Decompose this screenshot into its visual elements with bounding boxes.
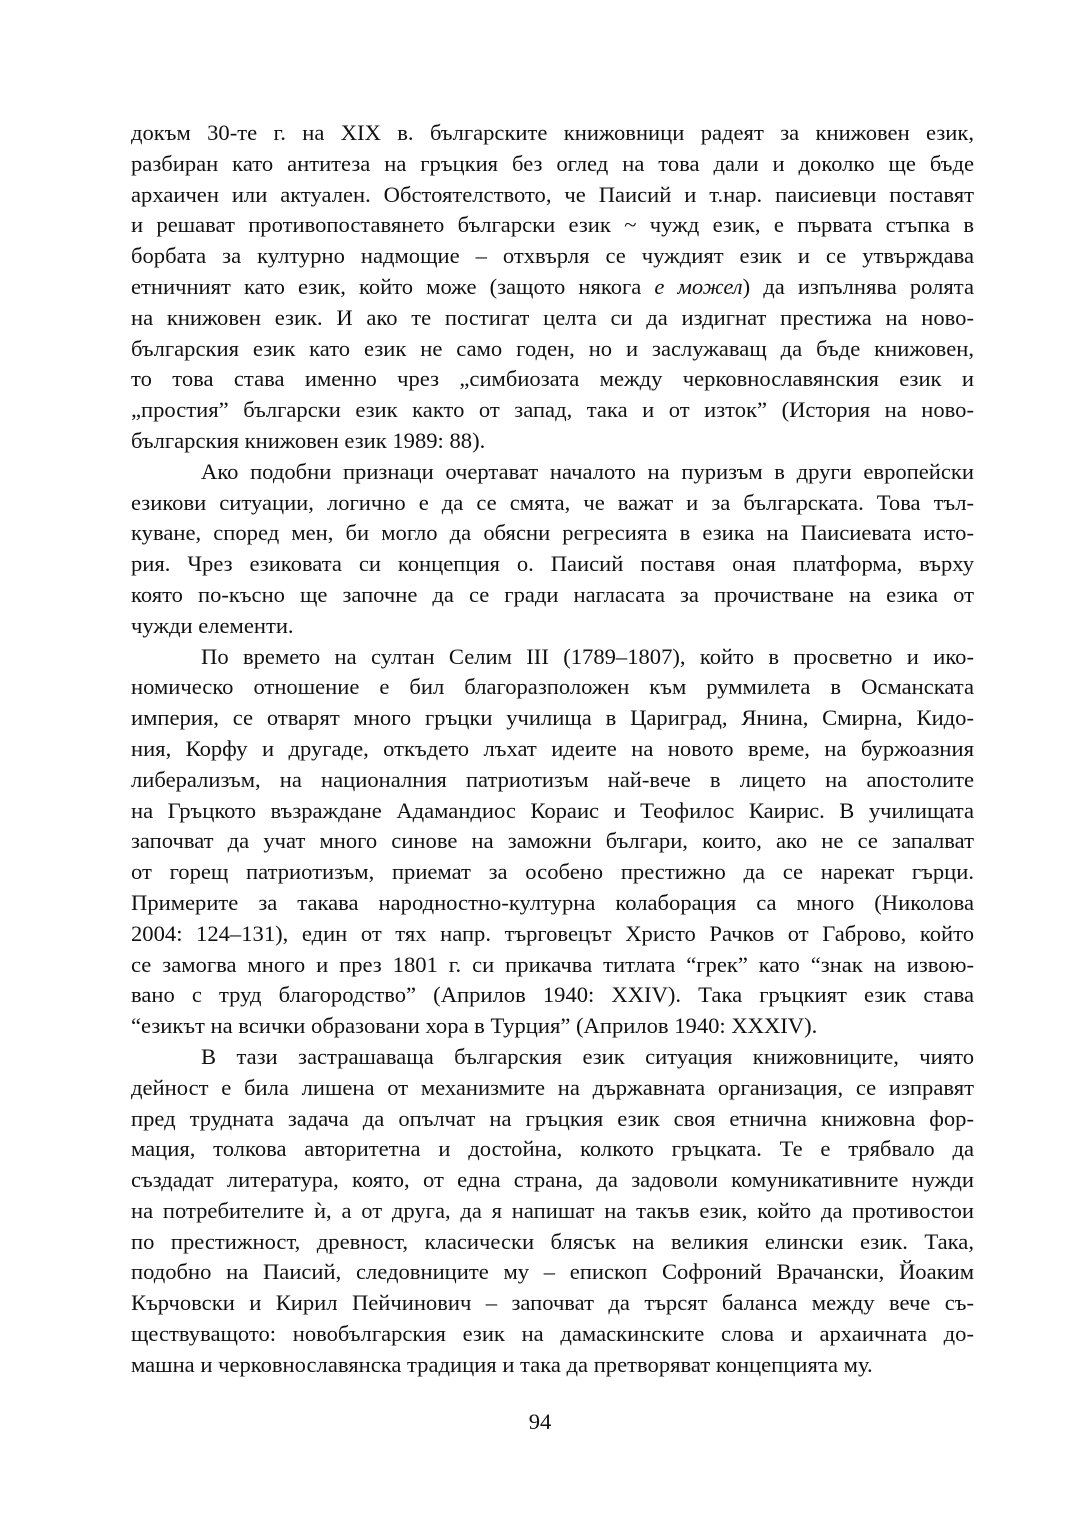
text-segment: ) да изпълнява ролята: [742, 273, 974, 299]
paragraph: [131, 642, 974, 1042]
italic-phrase: е можел: [654, 273, 743, 299]
text-line: ния, Корфу и другаде, откъдето лъхат идеите на новото време, на буржоазния: [131, 735, 974, 761]
text-line: по престижност, древност, класически блясък на великия елински език. Така,: [131, 1228, 974, 1254]
text-line: която по-късно ще започне да се гради нагласата за прочистване на езика от: [131, 581, 974, 607]
text-line: ществуващото: новобългарския език на дамаскинските слова и архаичната до-: [131, 1321, 974, 1347]
text-line: българския книжовен език 1989: 88).: [131, 427, 486, 453]
text-line: езикови ситуации, логично е да се смята, че важат и за българската. Това тъл-: [131, 489, 974, 515]
text-line: чужди елементи.: [131, 612, 294, 638]
text-line: Примерите за такава народностно-културна колаборация са много (Николова: [131, 889, 974, 915]
text-line: либерализъм, на националния патриотизъм най-вече в лицето на апостолите: [131, 766, 974, 792]
text-line: номическо отношение е бил благоразположен към руммилета в Османската: [131, 674, 974, 700]
text-line: архаичен или актуален. Обстоятелството, че Паисий и т.нар. паисиевци поставят: [131, 181, 974, 207]
text-line: мация, толкова авторитетна и достойна, колкото гръцката. Те е трябвало да: [131, 1136, 974, 1162]
text-line: 2004: 124–131), един от тях напр. търговецът Христо Рачков от Габрово, който: [131, 920, 974, 946]
text-line: рия. Чрез езиковата си концепция о. Паисий поставя оная платформа, върху: [131, 551, 974, 577]
text-line: българския език като език не само годен, но и заслужаващ да бъде книжовен,: [131, 335, 974, 361]
text-line: дейност е била лишена от механизмите на държавната организация, се изправят: [131, 1074, 974, 1100]
text-line: на Гръцкото възраждане Адамандиос Кораис и Теофилос Каирис. В училищата: [131, 797, 974, 823]
text-line: започват да учат много синове на заможни българи, които, ако не се запалват: [131, 828, 974, 854]
text-line: [131, 272, 974, 303]
text-line: пред трудната задача да опълчат на гръцкия език своя етнична книжовна фор-: [131, 1105, 974, 1131]
paragraph: [131, 118, 974, 457]
text-line: В тази застрашаваща българския език ситуация книжовниците, чиято: [201, 1043, 974, 1069]
text-line: куване, според мен, би могло да обясни регресията в езика на Паисиевата исто-: [131, 520, 974, 546]
text-line: разбиран като антитеза на гръцкия без оглед на това дали и доколко ще бъде: [131, 150, 974, 176]
text-line: и решават противопоставянето български език ~ чужд език, е първата стъпка в: [131, 212, 974, 238]
page-number: 94: [528, 1409, 552, 1434]
paragraph: [131, 1042, 974, 1381]
text-line: империя, се отварят много гръцки училища в Цариград, Янина, Смирна, Кидо-: [131, 705, 974, 731]
text-line: се замогва много и през 1801 г. си прикачва титлата “грек” като “знак на извою-: [131, 951, 974, 977]
text-line: По времето на султан Селим III (1789–1807), който в просветно и ико-: [201, 643, 974, 669]
paragraph: [131, 457, 974, 642]
text-line: вано с труд благородство” (Априлов 1940: XXIV). Така гръцкият език става: [131, 982, 974, 1008]
body-text: [131, 118, 974, 1381]
text-line: докъм 30-те г. на XIX в. българските книжовници радеят за книжовен език,: [131, 120, 974, 145]
text-line: на книжовен език. И ако те постигат целта си да издигнат престижа на ново-: [131, 304, 974, 330]
text-line: “езикът на всички образовани хора в Турция” (Априлов 1940: XXXIV).: [131, 1013, 818, 1039]
text-line: на потребителите ѝ, а от друга, да я напишат на такъв език, който да противостои: [131, 1197, 974, 1223]
text-line: то това става именно чрез „симбиозата между черковнославянския език и: [131, 366, 974, 392]
text-line: създадат литература, която, от една страна, да задоволи комуникативните нужди: [131, 1167, 974, 1193]
text-line: „простия” български език както от запад, така и от изток” (История на ново-: [131, 397, 974, 423]
text-line: борбата за културно надмощие – отхвърля се чуждият език и се утвърждава: [131, 243, 974, 269]
text-line: Кърчовски и Кирил Пейчинович – започват да търсят баланса между вече съ-: [131, 1290, 974, 1316]
text-segment: етничният като език, който може (защото някога: [131, 273, 655, 299]
text-line: подобно на Паисий, следовниците му – епископ Софроний Врачански, Йоаким: [131, 1259, 974, 1285]
text-line: от горещ патриотизъм, приемат за особено престижно да се нарекат гърци.: [131, 859, 974, 885]
text-line: машна и черковнославянска традиция и така да претворяват концепцията му.: [131, 1351, 873, 1377]
text-line: Ако подобни признаци очертават началото на пуризъм в други европейски: [201, 458, 974, 484]
